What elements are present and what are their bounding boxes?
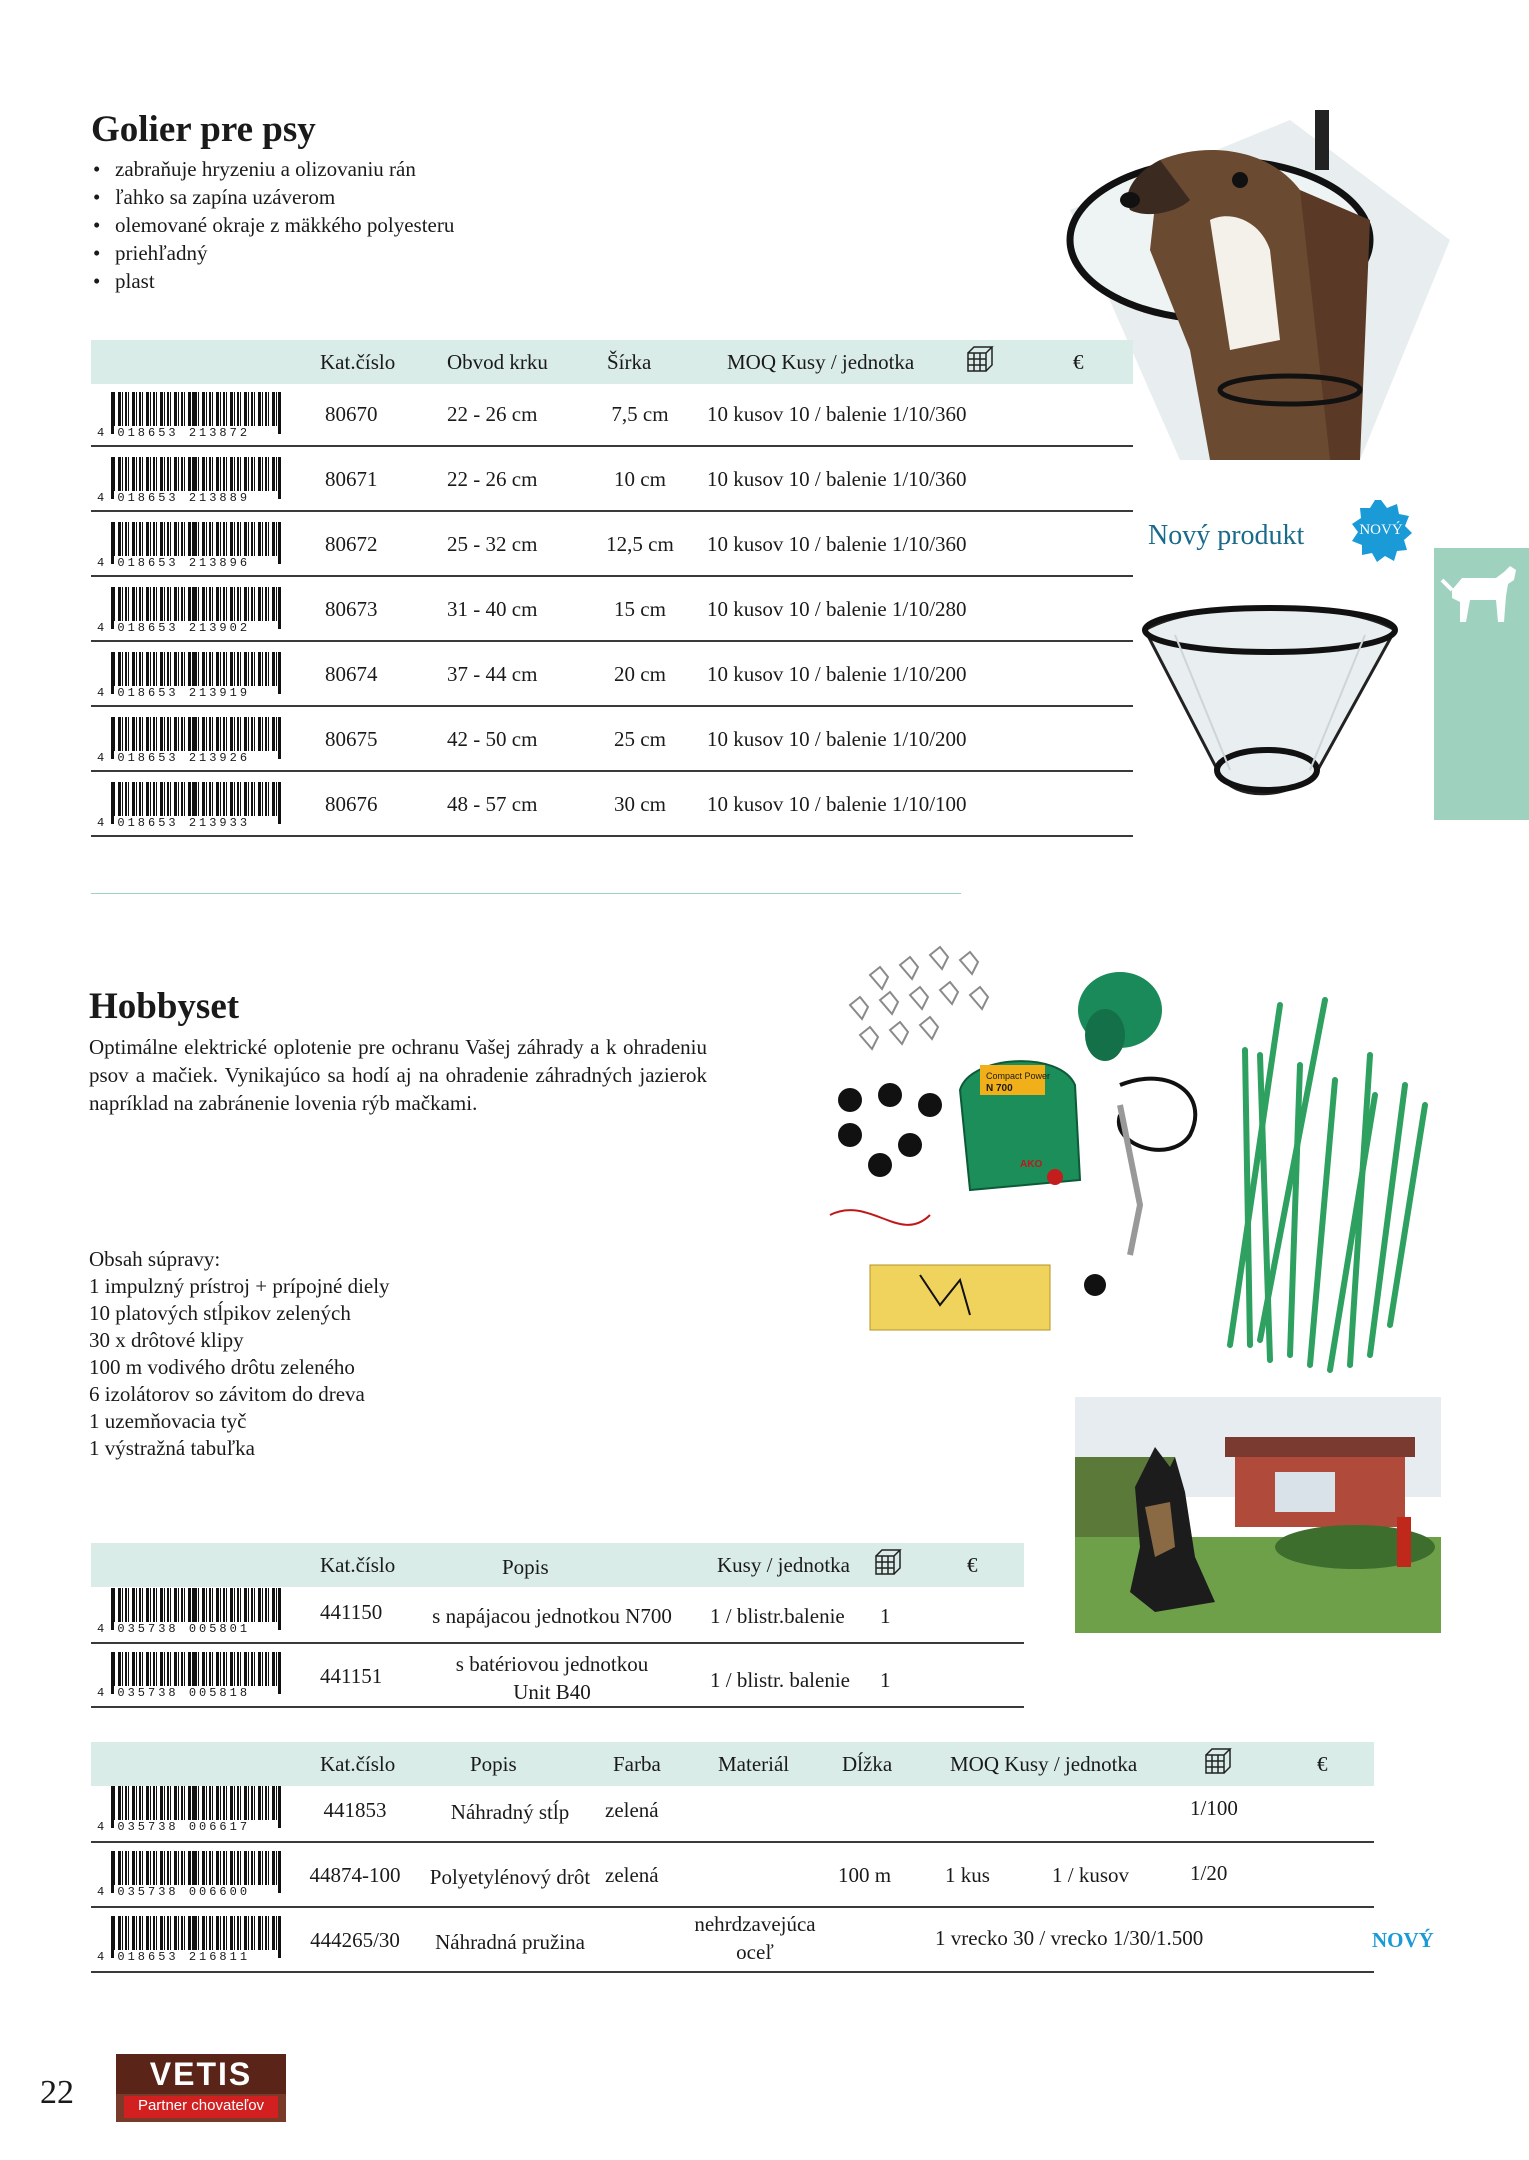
moq-pack: 1/100	[1190, 1796, 1238, 1820]
header-moq: MOQ Kusy / jednotka	[727, 350, 915, 374]
moq: 10 kusov 10 / balenie 1/10/360	[707, 467, 967, 491]
contents-item: 1 výstražná tabuľka	[89, 1436, 255, 1460]
hobbyset-contents	[89, 1246, 390, 1462]
header-material: Materiál	[718, 1752, 790, 1776]
quantity-unit: 1 / blistr. balenie	[710, 1668, 850, 1692]
collar-feature: • plast	[93, 267, 454, 295]
package-cube-icon	[965, 344, 995, 374]
collar-feature: • zabraňuje hryzeniu a olizovaniu rán	[93, 155, 454, 183]
collar-width: 12,5 cm	[606, 532, 674, 556]
cone-collar-photo	[1135, 600, 1405, 810]
package-cube-icon	[1203, 1746, 1233, 1776]
neck-size: 37 - 44 cm	[447, 662, 538, 686]
row-divider	[91, 1642, 1024, 1644]
quantity: 1	[880, 1604, 891, 1628]
barcode	[97, 782, 287, 828]
row-divider	[91, 575, 1133, 577]
barcode-number: 4 018653 213896	[97, 556, 251, 570]
moq: 10 kusov 10 / balenie 1/10/100	[707, 792, 967, 816]
neck-size: 22 - 26 cm	[447, 402, 538, 426]
barcode	[97, 457, 287, 503]
catalog-number: 441151	[320, 1664, 383, 1688]
brand-name: VETIS	[149, 2056, 253, 2092]
dog-garden-photo	[1075, 1397, 1441, 1633]
header-kat: Kat.číslo	[320, 350, 396, 374]
row-divider	[91, 445, 1133, 447]
barcode	[97, 1786, 287, 1832]
barcode-number: 4 035738 005818	[97, 1686, 251, 1700]
barcode	[97, 392, 287, 438]
package-cube-icon	[873, 1547, 903, 1577]
row-divider	[91, 1706, 1024, 1708]
vetis-logo	[116, 2054, 286, 2122]
contents-item: 1 impulzný prístroj + prípojné diely	[89, 1274, 390, 1298]
barcode-number: 4 018653 213926	[97, 751, 251, 765]
contents-item: 30 x drôtové klipy	[89, 1328, 244, 1352]
header-desc: Popis	[502, 1555, 549, 1579]
collar-width: 25 cm	[614, 727, 666, 751]
contents-item: 10 platových stĺpikov zelených	[89, 1301, 351, 1325]
barcode	[97, 587, 287, 633]
collar-width: 30 cm	[614, 792, 666, 816]
catalog-number: 441150	[320, 1600, 383, 1624]
barcode	[97, 1916, 287, 1962]
description-line-2: Unit B40	[513, 1680, 591, 1704]
row-divider	[91, 510, 1133, 512]
material: nehrdzavejúca	[694, 1912, 816, 1936]
row-divider	[91, 770, 1133, 772]
header-currency: €	[1317, 1752, 1328, 1776]
row-divider	[91, 1971, 1374, 1973]
moq: 10 kusov 10 / balenie 1/10/200	[707, 727, 967, 751]
catalog-number: 44874-100	[309, 1863, 401, 1887]
moq-per: 1 / kusov	[1052, 1863, 1130, 1887]
catalog-number: 80671	[325, 467, 378, 491]
material-line-2: oceľ	[736, 1940, 774, 1964]
header-kat: Kat.číslo	[320, 1752, 396, 1776]
catalog-number: 80670	[325, 402, 378, 426]
collar-width: 10 cm	[614, 467, 666, 491]
quantity-unit: 1 / blistr.balenie	[710, 1604, 845, 1628]
dog-icon	[1434, 548, 1529, 638]
new-badge	[1348, 498, 1414, 564]
header-width: Šírka	[607, 350, 652, 374]
catalog-number: 80672	[325, 532, 378, 556]
row-divider	[91, 1906, 1374, 1908]
device-label-1: Compact Power	[986, 1071, 1051, 1081]
barcode-number: 4 035738 005801	[97, 1622, 251, 1636]
barcode-number: 4 035738 006600	[97, 1885, 251, 1899]
section-divider	[91, 893, 961, 894]
barcode	[97, 1588, 287, 1634]
collar-title: Golier pre psy	[91, 109, 316, 150]
row-divider	[91, 705, 1133, 707]
collar-feature: • ľahko sa zapína uzáverom	[93, 183, 454, 211]
collar-feature: • priehľadný	[93, 239, 454, 267]
moq: 10 kusov 10 / balenie 1/10/360	[707, 532, 967, 556]
color: zelená	[605, 1863, 659, 1887]
catalog-number: 80674	[325, 662, 378, 686]
device-brand: AKO	[1020, 1159, 1043, 1170]
description: Polyetylénový drôt	[429, 1865, 591, 1889]
header-moq: MOQ Kusy / jednotka	[950, 1752, 1138, 1776]
header-color: Farba	[613, 1752, 661, 1776]
header-currency: €	[967, 1553, 978, 1577]
dog-collar-photo	[1060, 100, 1450, 460]
row-divider	[91, 640, 1133, 642]
description: Náhradná pružina	[435, 1930, 585, 1954]
barcode-number: 4 018653 213889	[97, 491, 251, 505]
length: 100 m	[838, 1863, 892, 1887]
page-number: 22	[40, 2074, 74, 2111]
fence-kit-photo	[790, 945, 1440, 1385]
barcode	[97, 652, 287, 698]
new-badge-text: NOVÝ	[1359, 522, 1403, 538]
collar-width: 7,5 cm	[611, 402, 669, 426]
description: s napájacou jednotkou N700	[432, 1604, 672, 1628]
device-label-2: N 700	[986, 1083, 1013, 1094]
catalog-number: 80675	[325, 727, 378, 751]
contents-title: Obsah súpravy:	[89, 1247, 221, 1271]
neck-size: 22 - 26 cm	[447, 467, 538, 491]
catalog-number: 80676	[325, 792, 378, 816]
contents-item: 1 uzemňovacia tyč	[89, 1409, 247, 1433]
catalog-number: 441853	[323, 1798, 387, 1822]
barcode-number: 4 018653 213919	[97, 686, 251, 700]
collar-feature: • olemované okraje z mäkkého polyesteru	[93, 211, 454, 239]
neck-size: 31 - 40 cm	[447, 597, 538, 621]
description: s batériovou jednotkou	[455, 1652, 649, 1676]
barcode	[97, 1652, 287, 1698]
barcode-number: 4 035738 006617	[97, 1820, 251, 1834]
barcode-number: 4 018653 213872	[97, 426, 251, 440]
brand-subtitle: Partner chovateľov	[137, 2097, 265, 2114]
moq: 1 vrecko 30 / vrecko 1/30/1.500	[935, 1926, 1204, 1950]
catalog-number: 80673	[325, 597, 378, 621]
barcode	[97, 522, 287, 568]
collar-width: 20 cm	[614, 662, 666, 686]
barcode	[97, 1851, 287, 1897]
header-qty: Kusy / jednotka	[717, 1553, 850, 1577]
moq: 10 kusov 10 / balenie 1/10/200	[707, 662, 967, 686]
row-divider	[91, 1841, 1374, 1843]
neck-size: 48 - 57 cm	[447, 792, 538, 816]
moq-pack: 1/20	[1190, 1861, 1228, 1885]
row-divider	[91, 835, 1133, 837]
header-currency: €	[1073, 350, 1084, 374]
barcode-number: 4 018653 216811	[97, 1950, 251, 1964]
new-product-label: Nový produkt	[1148, 520, 1305, 551]
contents-item: 100 m vodivého drôtu zeleného	[89, 1355, 355, 1379]
new-badge-text: NOVÝ	[1372, 1928, 1434, 1952]
barcode	[97, 717, 287, 763]
collar-feature-list	[93, 155, 454, 295]
barcode-number: 4 018653 213902	[97, 621, 251, 635]
header-desc: Popis	[470, 1752, 517, 1776]
header-kat: Kat.číslo	[320, 1553, 396, 1577]
header-neck: Obvod krku	[447, 350, 548, 374]
neck-size: 25 - 32 cm	[447, 532, 538, 556]
contents-item: 6 izolátorov so závitom do dreva	[89, 1382, 365, 1406]
description: Náhradný stĺp	[450, 1800, 570, 1824]
barcode-number: 4 018653 213933	[97, 816, 251, 830]
header-length: Dĺžka	[842, 1752, 893, 1776]
quantity: 1	[880, 1668, 891, 1692]
moq: 10 kusov 10 / balenie 1/10/360	[707, 402, 967, 426]
hobbyset-description: Optimálne elektrické oplotenie pre ochranu Vašej záhrady a k ohradeniu psov a mačiek. Vynikajúco sa hodí aj na ohradenie záhradných jazierok napríklad na zabránenie lovenia rýb mačkami.	[89, 1035, 707, 1115]
hobbyset-title: Hobbyset	[89, 986, 240, 1027]
new-product-banner	[1140, 512, 1350, 560]
dog-category-tab[interactable]	[1434, 548, 1529, 820]
moq-unit: 1 kus	[945, 1863, 990, 1887]
color: zelená	[605, 1798, 659, 1822]
neck-size: 42 - 50 cm	[447, 727, 538, 751]
moq: 10 kusov 10 / balenie 1/10/280	[707, 597, 967, 621]
collar-width: 15 cm	[614, 597, 666, 621]
catalog-number: 444265/30	[310, 1928, 400, 1952]
